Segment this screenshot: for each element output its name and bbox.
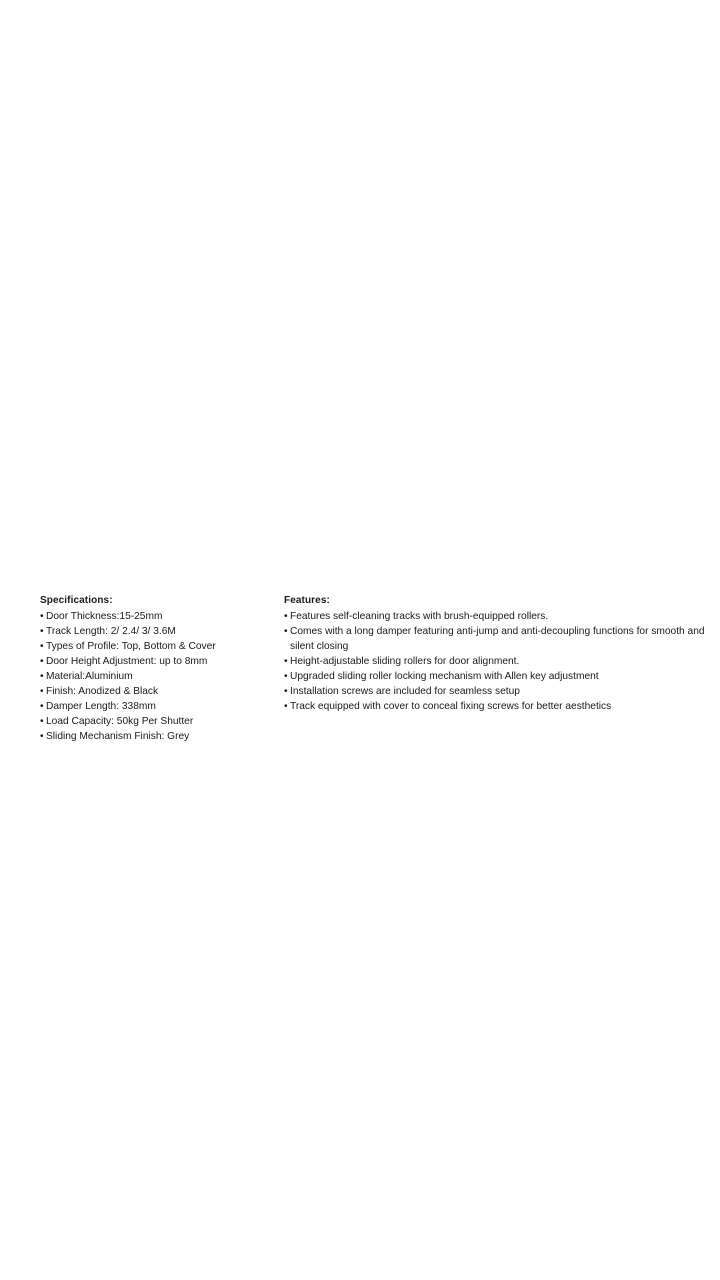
features-list [284,609,716,714]
list-item: • Finish: Anodized & Black [40,684,270,699]
features-section [284,593,716,714]
list-item: • Types of Profile: Top, Bottom & Cover [40,639,270,654]
list-item: • Door Height Adjustment: up to 8mm [40,654,270,669]
specifications-list [40,609,270,744]
list-item: • Load Capacity: 50kg Per Shutter [40,714,270,729]
list-item: • Installation screws are included for seamless setup [284,684,716,699]
list-item: • Track Length: 2/ 2.4/ 3/ 3.6M [40,624,270,639]
list-item: • Door Thickness:15-25mm [40,609,270,624]
list-item: • Comes with a long damper featuring anti-jump and anti-decoupling functions for smooth and silent closing [284,624,716,654]
list-item: • Height-adjustable sliding rollers for door alignment. [284,654,716,669]
specifications-heading: Specifications: [40,595,113,606]
list-item: • Damper Length: 338mm [40,699,270,714]
list-item: • Features self-cleaning tracks with brush-equipped rollers. [284,609,716,624]
list-item: • Material:Aluminium [40,669,270,684]
list-item: • Upgraded sliding roller locking mechanism with Allen key adjustment [284,669,716,684]
features-heading: Features: [284,595,330,606]
specifications-section [40,593,270,744]
list-item: • Sliding Mechanism Finish: Grey [40,729,270,744]
list-item: • Track equipped with cover to conceal fixing screws for better aesthetics [284,699,716,714]
